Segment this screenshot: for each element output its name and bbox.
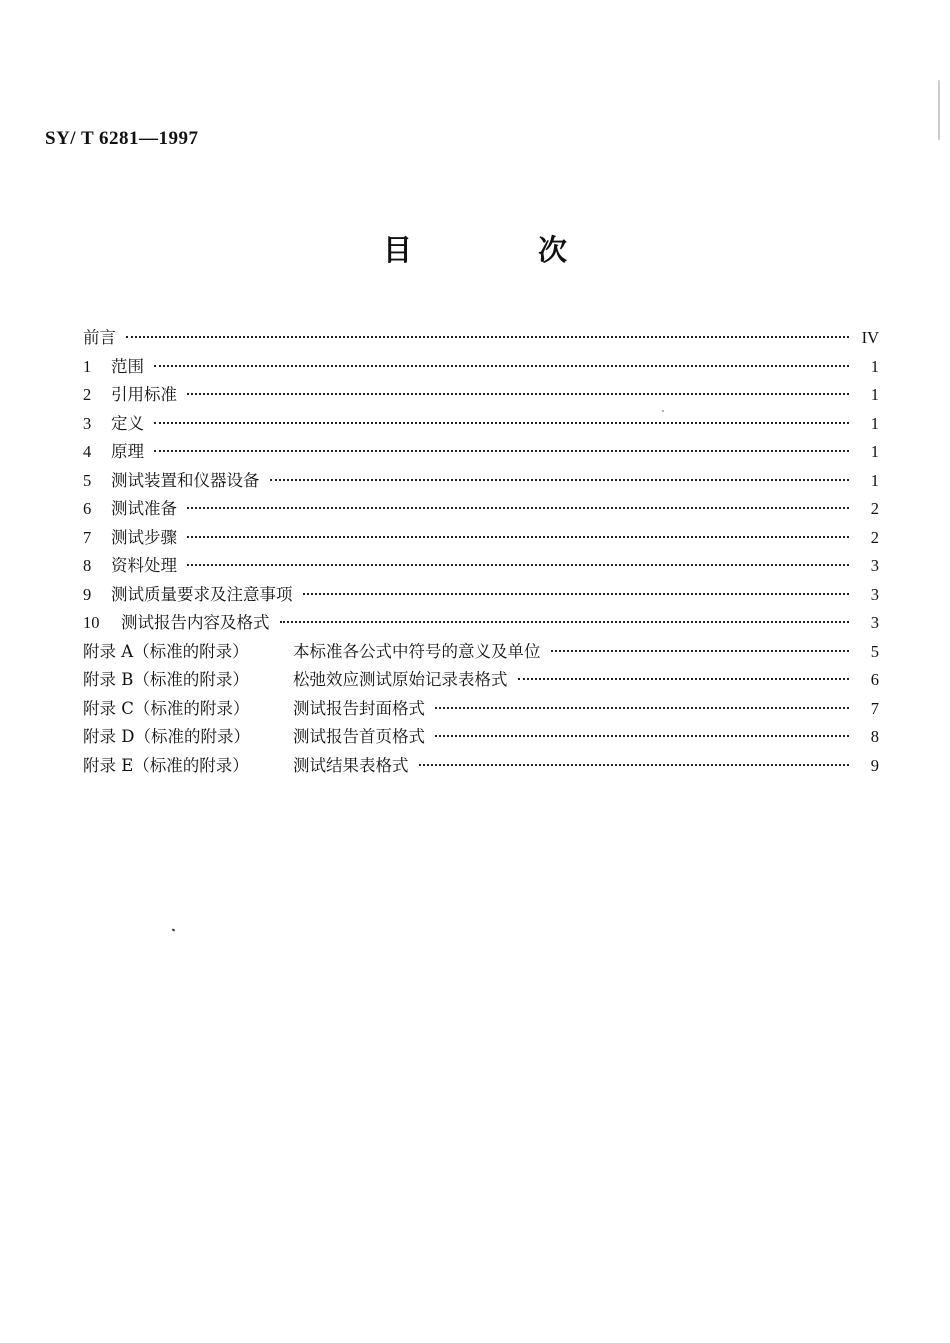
dot-leader <box>518 678 850 680</box>
toc-entry-number: 5 <box>83 470 92 490</box>
toc-entry-label: 测试报告封面格式 <box>293 698 425 718</box>
toc-entry-page: 3 <box>870 556 879 575</box>
toc-entry-label: 测试质量要求及注意事项 <box>111 584 293 604</box>
toc-entry-label: 定义 <box>111 413 144 433</box>
toc-entry-label: 原理 <box>111 442 144 461</box>
toc-entry-label: 引用标准 <box>111 385 177 404</box>
toc-entry-page: 1 <box>870 413 879 433</box>
toc-entry-apparatus[interactable] <box>83 467 879 496</box>
toc-entry-label: 测试报告内容及格式 <box>121 613 270 632</box>
toc-entry-label: 本标准各公式中符号的意义及单位 <box>293 641 541 661</box>
toc-entry-page: 7 <box>870 698 879 718</box>
toc-entry-page: 3 <box>870 613 879 632</box>
toc-entry-page: 1 <box>870 470 879 490</box>
toc-entry-page: 1 <box>870 442 879 461</box>
toc-entry-page: 1 <box>870 356 879 376</box>
toc-entry-procedure[interactable] <box>83 524 879 553</box>
toc-entry-foreword[interactable] <box>83 324 879 353</box>
toc-entry-normative-references[interactable] <box>83 381 879 410</box>
appendix-prefix: 附录 B（标准的附录） <box>83 670 249 689</box>
dot-leader <box>303 593 850 595</box>
dot-leader <box>187 564 849 566</box>
toc-entry-page: 2 <box>870 527 879 547</box>
toc-entry-label: 测试结果表格式 <box>293 755 409 775</box>
toc-entry-appendix-e[interactable] <box>83 752 879 781</box>
toc-entry-quality-requirements[interactable] <box>83 581 879 610</box>
dot-leader <box>187 536 849 538</box>
dot-leader <box>126 336 849 338</box>
toc-entry-number: 4 <box>83 442 92 461</box>
toc-entry-scope[interactable] <box>83 353 879 382</box>
appendix-prefix: 附录 E（标准的附录） <box>83 755 249 775</box>
toc-entry-label: 测试准备 <box>111 499 177 518</box>
scan-speck <box>172 928 176 931</box>
toc-entry-data-processing[interactable] <box>83 552 879 581</box>
toc-entry-page: 2 <box>870 499 879 518</box>
toc-entry-page: IV <box>861 328 879 347</box>
dot-leader <box>270 479 850 481</box>
table-of-contents <box>83 324 879 780</box>
toc-entry-number: 9 <box>83 584 92 604</box>
toc-entry-appendix-a[interactable] <box>83 638 879 667</box>
toc-entry-label: 测试报告首页格式 <box>293 727 425 746</box>
dot-leader <box>419 764 850 766</box>
toc-entry-number: 2 <box>83 385 92 404</box>
appendix-prefix: 附录 C（标准的附录） <box>83 698 250 718</box>
dot-leader <box>187 393 849 395</box>
page-title: 目 次 <box>382 233 626 267</box>
toc-entry-principle[interactable] <box>83 438 879 467</box>
dot-leader <box>154 450 849 452</box>
appendix-prefix: 附录 A（标准的附录） <box>83 641 249 661</box>
dot-leader <box>435 735 849 737</box>
toc-entry-number: 8 <box>83 556 92 575</box>
toc-entry-label: 测试装置和仪器设备 <box>111 470 260 490</box>
toc-entry-label: 前言 <box>83 328 116 347</box>
toc-entry-report-format[interactable] <box>83 609 879 638</box>
toc-entry-preparation[interactable] <box>83 495 879 524</box>
dot-leader <box>551 650 850 652</box>
dot-leader <box>154 365 849 367</box>
document-code: SY/ T 6281—1997 <box>45 128 199 149</box>
toc-entry-number: 1 <box>83 356 92 376</box>
toc-entry-page: 8 <box>870 727 879 746</box>
toc-entry-page: 6 <box>870 670 879 689</box>
toc-entry-definitions[interactable] <box>83 410 879 439</box>
toc-entry-page: 5 <box>870 641 879 661</box>
appendix-prefix: 附录 D（标准的附录） <box>83 727 250 746</box>
dot-leader <box>435 707 849 709</box>
scan-edge-mark <box>938 80 940 140</box>
toc-entry-label: 范围 <box>111 356 144 376</box>
toc-entry-label: 测试步骤 <box>111 527 177 547</box>
toc-entry-page: 9 <box>870 755 879 775</box>
toc-entry-number: 10 <box>83 613 100 632</box>
toc-entry-number: 3 <box>83 413 92 433</box>
dot-leader <box>154 422 849 424</box>
toc-entry-appendix-c[interactable] <box>83 695 879 724</box>
toc-entry-number: 7 <box>83 527 92 547</box>
dot-leader <box>280 621 850 623</box>
toc-entry-appendix-d[interactable] <box>83 723 879 752</box>
toc-entry-appendix-b[interactable] <box>83 666 879 695</box>
toc-entry-label: 松弛效应测试原始记录表格式 <box>293 670 508 689</box>
toc-entry-label: 资料处理 <box>111 556 177 575</box>
scan-speck <box>662 410 664 412</box>
dot-leader <box>187 507 849 509</box>
toc-entry-page: 3 <box>870 584 879 604</box>
toc-entry-page: 1 <box>870 385 879 404</box>
toc-entry-number: 6 <box>83 499 92 518</box>
